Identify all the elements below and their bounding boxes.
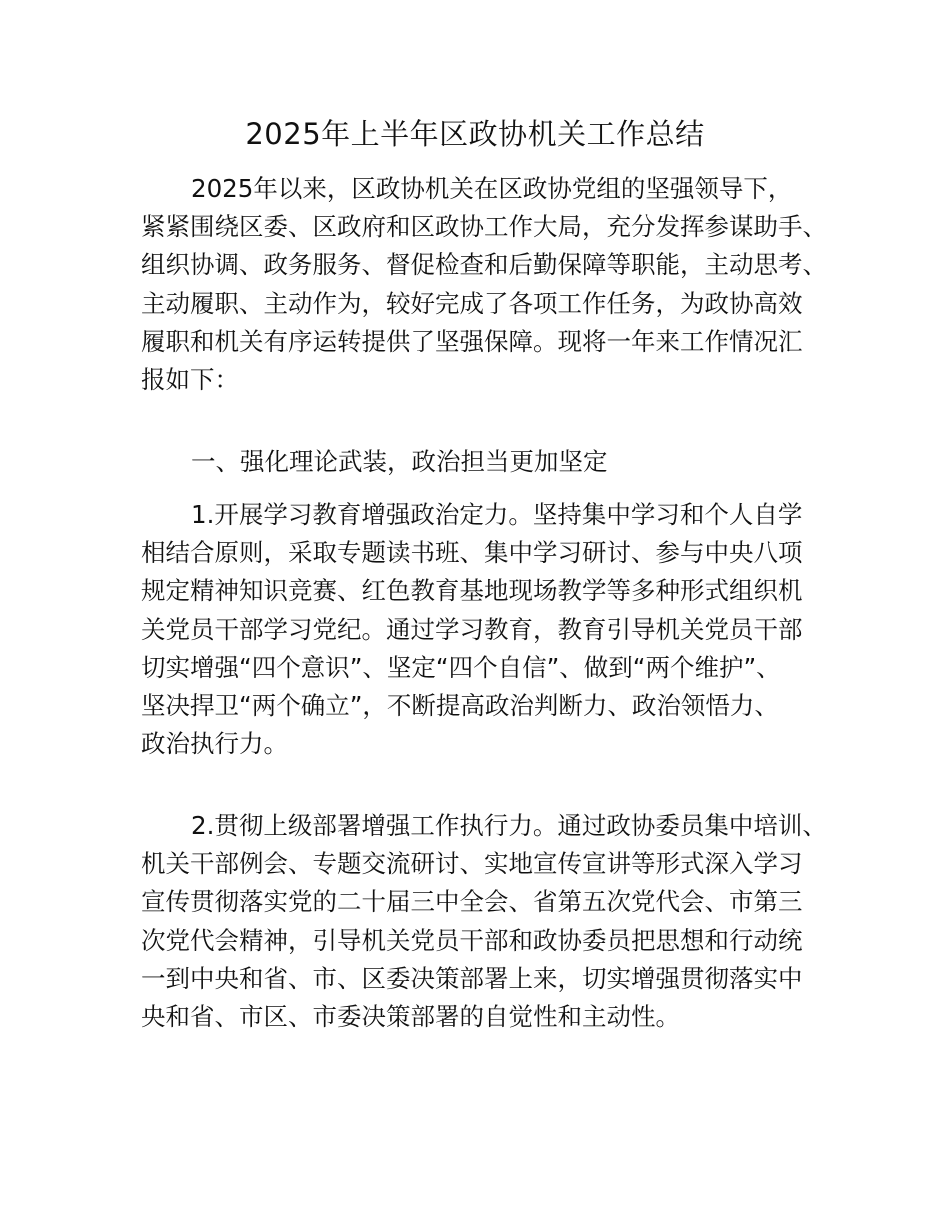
section-heading <box>141 443 841 481</box>
paragraph-line: 1.开展学习教育增强政治定力。坚持集中学习和个人自学 <box>191 500 803 529</box>
paragraph-line: 关党员干部学习党纪。通过学习教育，教育引导机关党员干部 <box>141 614 803 644</box>
document-title: 2025年上半年区政协机关工作总结 <box>245 117 705 151</box>
paragraph-line: 政治执行力。 <box>141 729 288 759</box>
paragraph-line: 相结合原则，采取专题读书班、集中学习研讨、参与中央八项 <box>141 538 803 568</box>
section-heading-text: 一、强化理论武装，政治担当更加坚定 <box>191 447 608 476</box>
paragraph-line: 次党代会精神，引导机关党员干部和政协委员把思想和行动统 <box>141 925 803 955</box>
paragraph-line: 主动履职、主动作为，较好完成了各项工作任务，为政协高效 <box>141 288 803 318</box>
paragraph-line: 切实增强“四个意识”、坚定“四个自信”、做到“两个维护”、 <box>141 652 781 682</box>
paragraph-line: 2.贯彻上级部署增强工作执行力。通过政协委员集中培训、 <box>191 811 827 840</box>
paragraph-line: 组织协调、政务服务、督促检查和后勤保障等职能，主动思考、 <box>141 250 827 280</box>
paragraph-line: 一到中央和省、市、区委决策部署上来，切实增强贯彻落实中 <box>141 963 803 993</box>
paragraph-line: 履职和机关有序运转提供了坚强保障。现将一年来工作情况汇 <box>141 326 803 356</box>
intro-paragraph <box>141 170 841 399</box>
item-1-paragraph <box>141 496 841 763</box>
paragraph-line: 坚决捍卫“两个确立”，不断提高政治判断力、政治领悟力、 <box>141 691 779 721</box>
paragraph-line: 紧紧围绕区委、区政府和区政协工作大局，充分发挥参谋助手、 <box>141 212 827 242</box>
paragraph-line: 报如下： <box>141 365 239 395</box>
paragraph-line: 央和省、市区、市委决策部署的自觉性和主动性。 <box>141 1002 680 1032</box>
paragraph-line: 规定精神知识竞赛、红色教育基地现场教学等多种形式组织机 <box>141 576 803 606</box>
paragraph-line: 宣传贯彻落实党的二十届三中全会、省第五次党代会、市第三 <box>141 887 803 917</box>
item-2-paragraph <box>141 807 841 1036</box>
paragraph-line: 机关干部例会、专题交流研讨、实地宣传宣讲等形式深入学习 <box>141 849 803 879</box>
paragraph-line: 2025年以来，区政协机关在区政协党组的坚强领导下， <box>191 174 793 203</box>
